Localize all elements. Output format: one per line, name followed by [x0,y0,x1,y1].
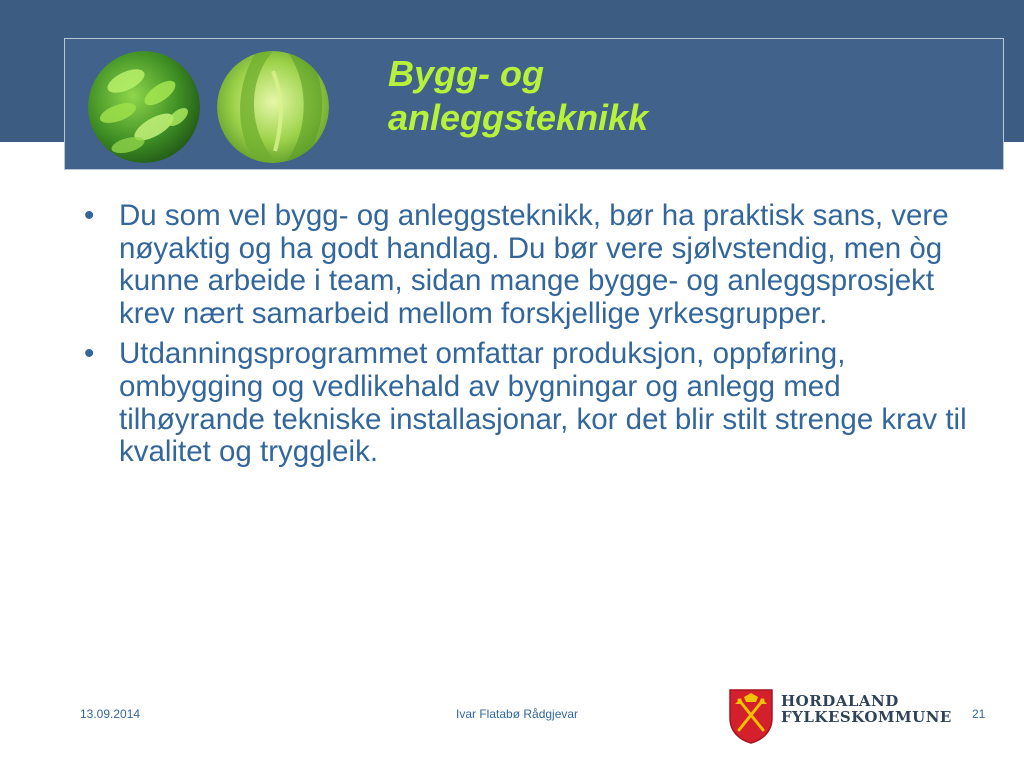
bullet-list [82,200,992,477]
footer-author: Ivar Flatabø Rådgjevar [456,707,579,721]
green-leaf-orb-icon [217,51,329,163]
footer-date: 13.09.2014 [80,707,141,721]
slide-title-line: Bygg- og [388,53,544,94]
footer-page-number: 21 [972,707,986,721]
slide-title [388,52,808,140]
bullet-dot: • [84,337,95,371]
logo-line: HORDALAND [781,692,899,710]
bullet-dot: • [84,199,95,232]
organization-logo [781,693,952,725]
green-leaf-orb-icon [88,51,200,163]
bullet-item [82,338,992,468]
hordaland-shield-icon [728,688,774,749]
slide-title-line: anleggsteknikk [388,97,649,138]
bullet-text: Du som vel bygg- og anleggsteknikk, bør ha praktisk sans, vere nøyaktig og ha godt handlag. Du bør vere sjølvstendig, men òg kunne arbeide i team, sidan mange bygge- og anleggsprosjekt krev nært samarbeid mellom forskjellige yrkesgrupper. [119,199,949,330]
logo-line: FYLKESKOMMUNE [781,708,952,726]
bullet-item [82,200,992,330]
bullet-text: Utdanningsprogrammet omfattar produksjon, oppføring, ombygging og vedlikehald av bygningar og anlegg med tilhøyrande tekniske installasjonar, kor det blir stilt strenge krav til kvalitet og tryggleik. [119,337,967,469]
